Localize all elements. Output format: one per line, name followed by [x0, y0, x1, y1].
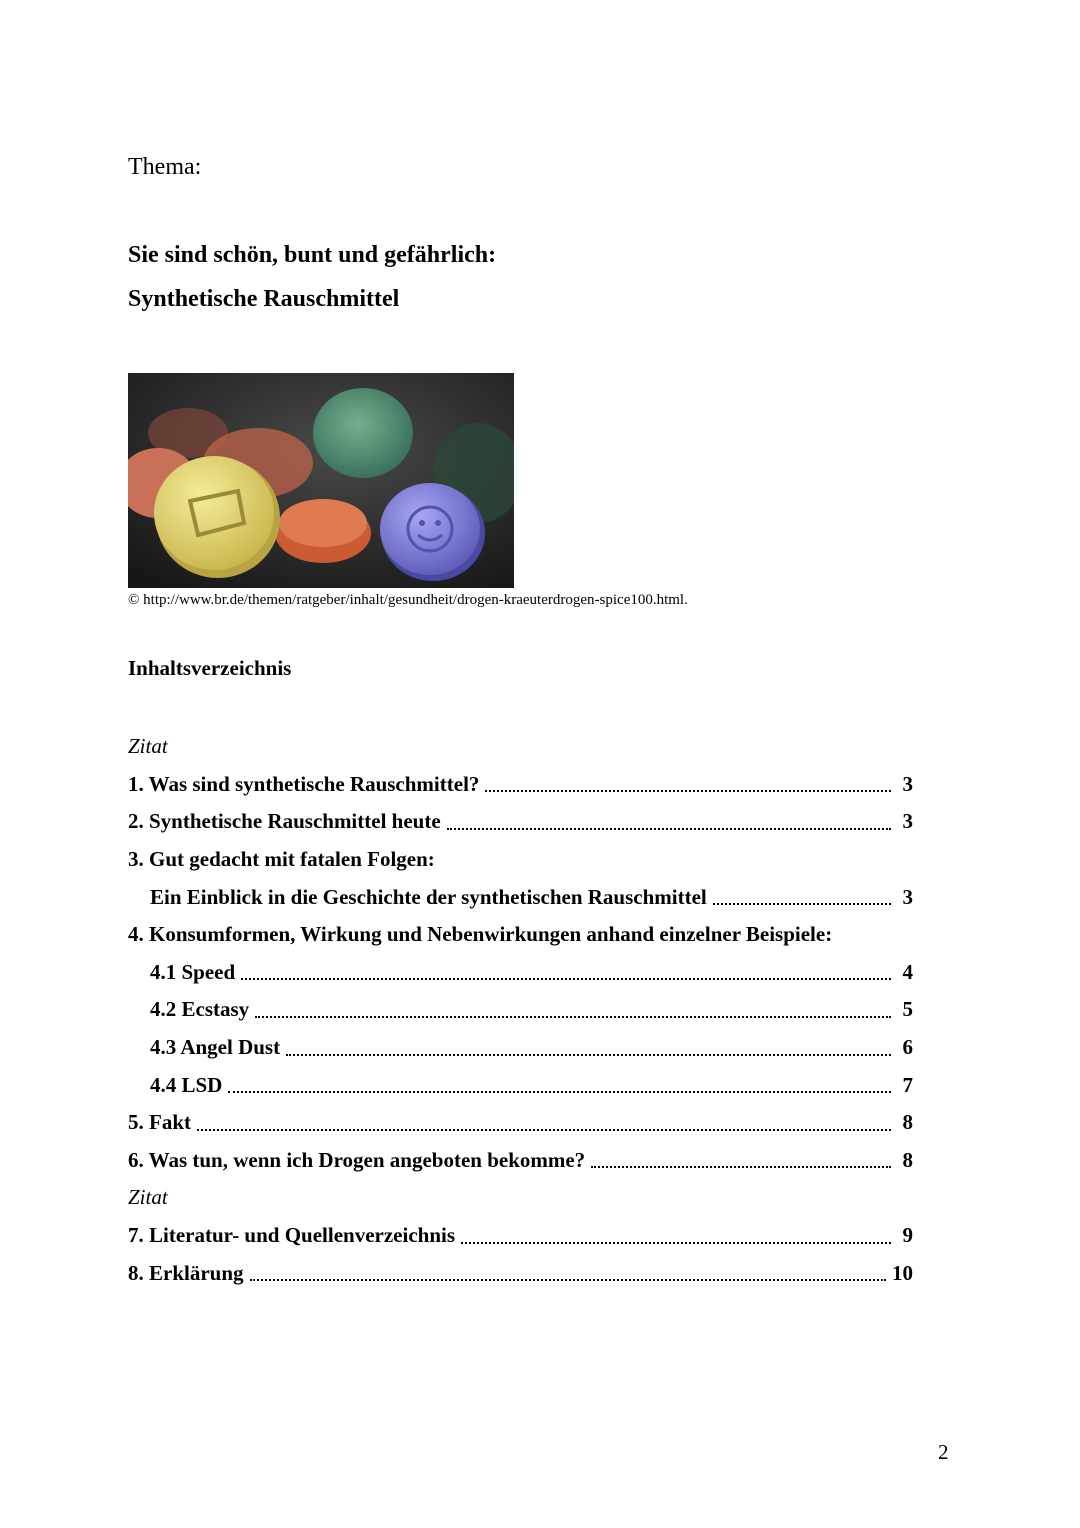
- dot-leader: [447, 828, 891, 830]
- dot-leader: [713, 903, 891, 905]
- toc-entry-page: 8: [902, 1147, 913, 1172]
- toc-entry-label: 1. Was sind synthetische Rauschmittel?: [128, 771, 480, 796]
- title-line-2: Synthetische Rauschmittel: [128, 286, 400, 312]
- toc-entry: [128, 1254, 913, 1292]
- dot-leader: [241, 978, 891, 980]
- dot-leader: [591, 1166, 891, 1168]
- dot-leader: [485, 790, 891, 792]
- dot-leader: [286, 1054, 891, 1056]
- toc-entry-label: 5. Fakt: [128, 1110, 191, 1135]
- toc-entry: [128, 1066, 913, 1104]
- toc-entry-page: 4: [902, 959, 913, 984]
- toc-entry-label: 3. Gut gedacht mit fatalen Folgen:: [128, 847, 435, 872]
- toc-entry-page: 10: [892, 1260, 913, 1285]
- toc-entry-label: 6. Was tun, wenn ich Drogen angeboten bekomme?: [128, 1147, 586, 1172]
- toc-entry: [128, 1217, 913, 1255]
- toc-entry-page: 5: [902, 997, 913, 1022]
- toc-entry: [128, 803, 913, 841]
- toc-entry-label: 4.2 Ecstasy: [150, 997, 250, 1022]
- image-credit: © http://www.br.de/themen/ratgeber/inhalt/gesundheit/drogen-kraeuterdrogen-spice100.html.: [128, 592, 688, 608]
- toc-entry-page: 3: [902, 771, 913, 796]
- colorful-pills-photo: [128, 373, 514, 588]
- toc-entry: [128, 878, 913, 916]
- toc-entry-label: Zitat: [128, 1185, 168, 1210]
- toc-entry-label: 4.1 Speed: [150, 959, 236, 984]
- toc-entry-page: 3: [902, 884, 913, 909]
- toc-entry-page: 6: [902, 1035, 913, 1060]
- toc-entry: [128, 954, 913, 992]
- title-line-1: Sie sind schön, bunt und gefährlich:: [128, 242, 497, 268]
- dot-leader: [461, 1242, 891, 1244]
- toc-entry-page: 8: [902, 1110, 913, 1135]
- toc-entry: [128, 1179, 913, 1217]
- page-number: 2: [938, 1440, 949, 1464]
- toc-entry-label: 4.4 LSD: [150, 1072, 223, 1097]
- toc-entry-label: Zitat: [128, 734, 168, 759]
- toc-entry-page: 7: [902, 1072, 913, 1097]
- toc-entry: [128, 766, 913, 804]
- toc-entry-label: 4. Konsumformen, Wirkung und Nebenwirkungen anhand einzelner Beispiele:: [128, 922, 833, 947]
- dot-leader: [250, 1279, 886, 1281]
- toc-entry-label: Ein Einblick in die Geschichte der synthetischen Rauschmittel: [150, 884, 707, 909]
- toc-entry: [128, 916, 913, 954]
- toc-heading: Inhaltsverzeichnis: [128, 656, 292, 680]
- toc-entry: [128, 1029, 913, 1067]
- table-of-contents: [128, 728, 913, 1292]
- topic-label: Thema:: [128, 154, 202, 180]
- toc-entry: [128, 841, 913, 879]
- toc-entry-label: 4.3 Angel Dust: [150, 1035, 281, 1060]
- toc-entry-label: 2. Synthetische Rauschmittel heute: [128, 809, 441, 834]
- toc-entry: [128, 1104, 913, 1142]
- toc-entry: [128, 991, 913, 1029]
- toc-entry-label: 7. Literatur- und Quellenverzeichnis: [128, 1223, 456, 1248]
- dot-leader: [228, 1091, 891, 1093]
- toc-entry-page: 9: [902, 1223, 913, 1248]
- toc-entry: [128, 728, 913, 766]
- toc-entry: [128, 1142, 913, 1180]
- toc-entry-label: 8. Erklärung: [128, 1260, 244, 1285]
- dot-leader: [255, 1016, 891, 1018]
- toc-entry-page: 3: [902, 809, 913, 834]
- dot-leader: [197, 1129, 891, 1131]
